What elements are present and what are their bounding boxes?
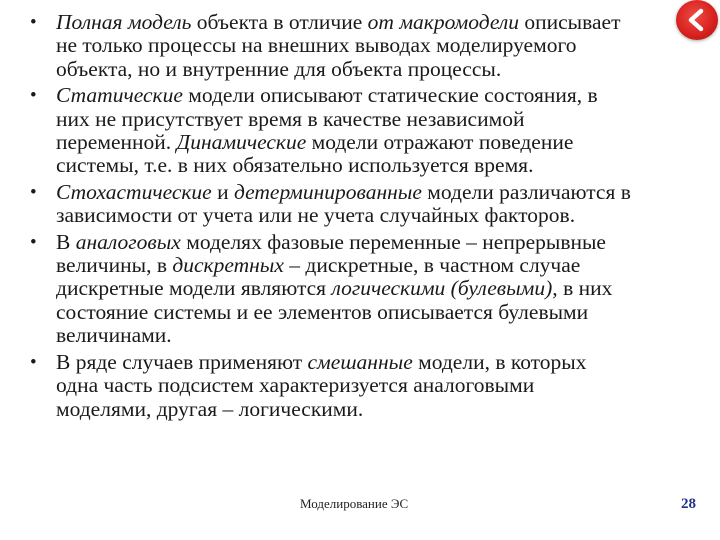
text-run: и	[211, 179, 234, 204]
text-run: модели отражают поведение	[306, 130, 574, 155]
text-run: переменной.	[56, 130, 177, 155]
bullet-line	[56, 324, 698, 347]
italic-term: Полная модель	[56, 10, 192, 34]
italic-term: от макромодели	[367, 10, 519, 34]
bullet-item	[30, 11, 698, 81]
bullet-item	[30, 84, 698, 178]
italic-term: аналоговых	[75, 229, 181, 254]
bullet-line	[56, 131, 698, 154]
bullet-line	[56, 84, 698, 107]
bullet-line	[56, 351, 698, 374]
italic-term: смешанные	[307, 349, 413, 374]
text-run: описывает	[519, 10, 621, 34]
bullet-dot: •	[30, 181, 37, 203]
text-run: величины, в	[56, 253, 173, 278]
bullet-line	[56, 11, 698, 34]
bullet-line	[56, 204, 698, 227]
bullet-line	[56, 254, 698, 277]
italic-term: Статические	[56, 83, 183, 108]
bullet-line	[56, 181, 698, 204]
bullet-item	[30, 351, 698, 421]
italic-term: логическими (булевыми),	[331, 276, 558, 301]
italic-term: Динамические	[176, 130, 307, 155]
italic-term: дискретных	[172, 253, 284, 278]
text-run: системы, т.е. в них обязательно используется время.	[56, 153, 534, 178]
bullet-line	[56, 34, 698, 57]
bullet-dot: •	[30, 351, 37, 373]
text-run: них не присутствует время в качестве независимой	[56, 106, 525, 131]
bullet-line	[56, 277, 698, 300]
bullet-line	[56, 154, 698, 177]
text-run: модели различаются в	[421, 179, 631, 204]
text-run: объекта в отличие	[191, 10, 368, 34]
text-run: модели, в которых	[412, 349, 587, 374]
text-run: зависимости от учета или не учета случайных факторов.	[56, 203, 576, 228]
bullet-dot: •	[30, 12, 37, 33]
text-run: одна часть подсистем характеризуется аналоговыми	[56, 373, 535, 398]
text-run: в них	[557, 276, 613, 301]
bullet-line	[56, 398, 698, 421]
bullet-dot: •	[30, 231, 37, 253]
bullet-item	[30, 231, 698, 348]
text-run: объекта, но и внутренние для объекта процессы.	[56, 56, 502, 81]
text-run: не только процессы на внешних выводах моделируемого	[56, 33, 577, 58]
italic-term: детерминированные	[234, 179, 422, 204]
text-run: дискретные модели являются	[56, 276, 332, 301]
footer-title: Моделирование ЭС	[300, 496, 409, 511]
bullet-line	[56, 108, 698, 131]
text-run: состояние системы и ее элементов описывается булевыми	[56, 299, 589, 324]
bullet-dot: •	[30, 85, 37, 107]
bullet-line	[56, 231, 698, 254]
text-run: В ряде случаев применяют	[56, 349, 308, 374]
text-run: моделями, другая – логическими.	[56, 396, 364, 421]
bullet-item	[30, 181, 698, 228]
text-run: – дискретные, в частном случае	[283, 253, 581, 278]
text-run: величинами.	[56, 323, 172, 348]
text-run: моделях фазовые переменные – непрерывные	[180, 229, 606, 254]
bullet-line	[56, 374, 698, 397]
back-button[interactable]	[676, 0, 718, 40]
italic-term: Стохастические	[56, 179, 212, 204]
back-arrow-icon	[685, 8, 707, 32]
text-run: модели описывают статические состояния, в	[182, 83, 598, 108]
page-number: 28	[681, 496, 696, 512]
bullet-line	[56, 58, 698, 81]
text-run: В	[56, 229, 76, 254]
bullet-line	[56, 301, 698, 324]
bullet-list	[30, 11, 698, 424]
